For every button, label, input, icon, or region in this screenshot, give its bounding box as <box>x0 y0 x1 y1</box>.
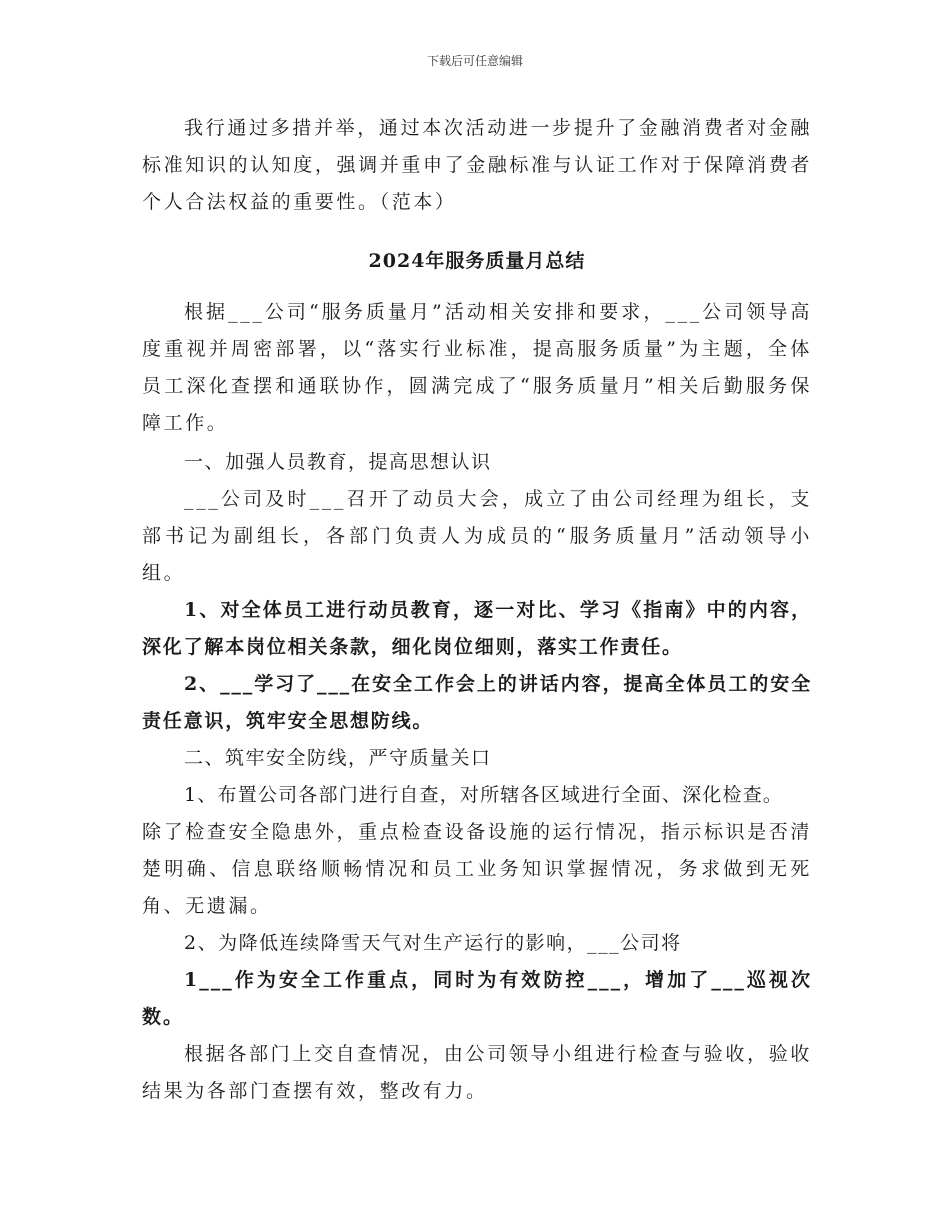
document-title: 2024年服务质量月总结 <box>368 250 586 272</box>
item-2-snow-weather: 2、为降低连续降雪天气对生产运行的影响，___公司将 <box>184 932 682 954</box>
intro-paragraph: 我行通过多措并举，通过本次活动进一步提升了金融消费者对金融标准知识的认知度，强调并重申了金融标准与认证工作对于保障消费者个人合法权益的重要性。（范本） <box>142 117 812 213</box>
item-1-self-inspection: 1、布置公司各部门进行自查，对所辖各区域进行全面、深化检查。 <box>184 784 784 806</box>
item-1-education: 1、对全体员工进行动员教育，逐一对比、学习《指南》中的内容，深化了解本岗位相关条款，细化岗位细则，落实工作责任。 <box>142 599 812 658</box>
document-body <box>142 110 812 1110</box>
paragraph-mobilization: ___公司及时___召开了动员大会，成立了由公司经理为组长，支部书记为副组长，各部门负责人为成员的“服务质量月”活动领导小组。 <box>142 488 812 584</box>
section-heading-2: 二、筑牢安全防线，严守质量关口 <box>184 747 492 769</box>
item-patrol: 1___作为安全工作重点，同时为有效防控___，增加了___巡视次数。 <box>142 969 812 1028</box>
paragraph-background: 根据___公司“服务质量月”活动相关安排和要求，___公司领导高度重视并周密部署，以“落实行业标准，提高服务质量”为主题，全体员工深化查摆和通联协作，圆满完成了“服务质量月”相关后勤服务保障工作。 <box>142 301 812 434</box>
section-heading-1: 一、加强人员教育，提高思想认识 <box>184 451 492 473</box>
paragraph-acceptance: 根据各部门上交自查情况，由公司领导小组进行检查与验收，验收结果为各部门查摆有效，整改有力。 <box>142 1043 812 1102</box>
page-header: 下载后可任意编辑 <box>426 54 523 68</box>
paragraph-inspection-detail: 除了检查安全隐患外，重点检查设备设施的运行情况，指示标识是否清楚明确、信息联络顺畅情况和员工业务知识掌握情况，务求做到无死角、无遗漏。 <box>142 821 812 917</box>
item-2-study: 2、___学习了___在安全工作会上的讲话内容，提高全体员工的安全责任意识，筑牢安全思想防线。 <box>142 673 812 732</box>
